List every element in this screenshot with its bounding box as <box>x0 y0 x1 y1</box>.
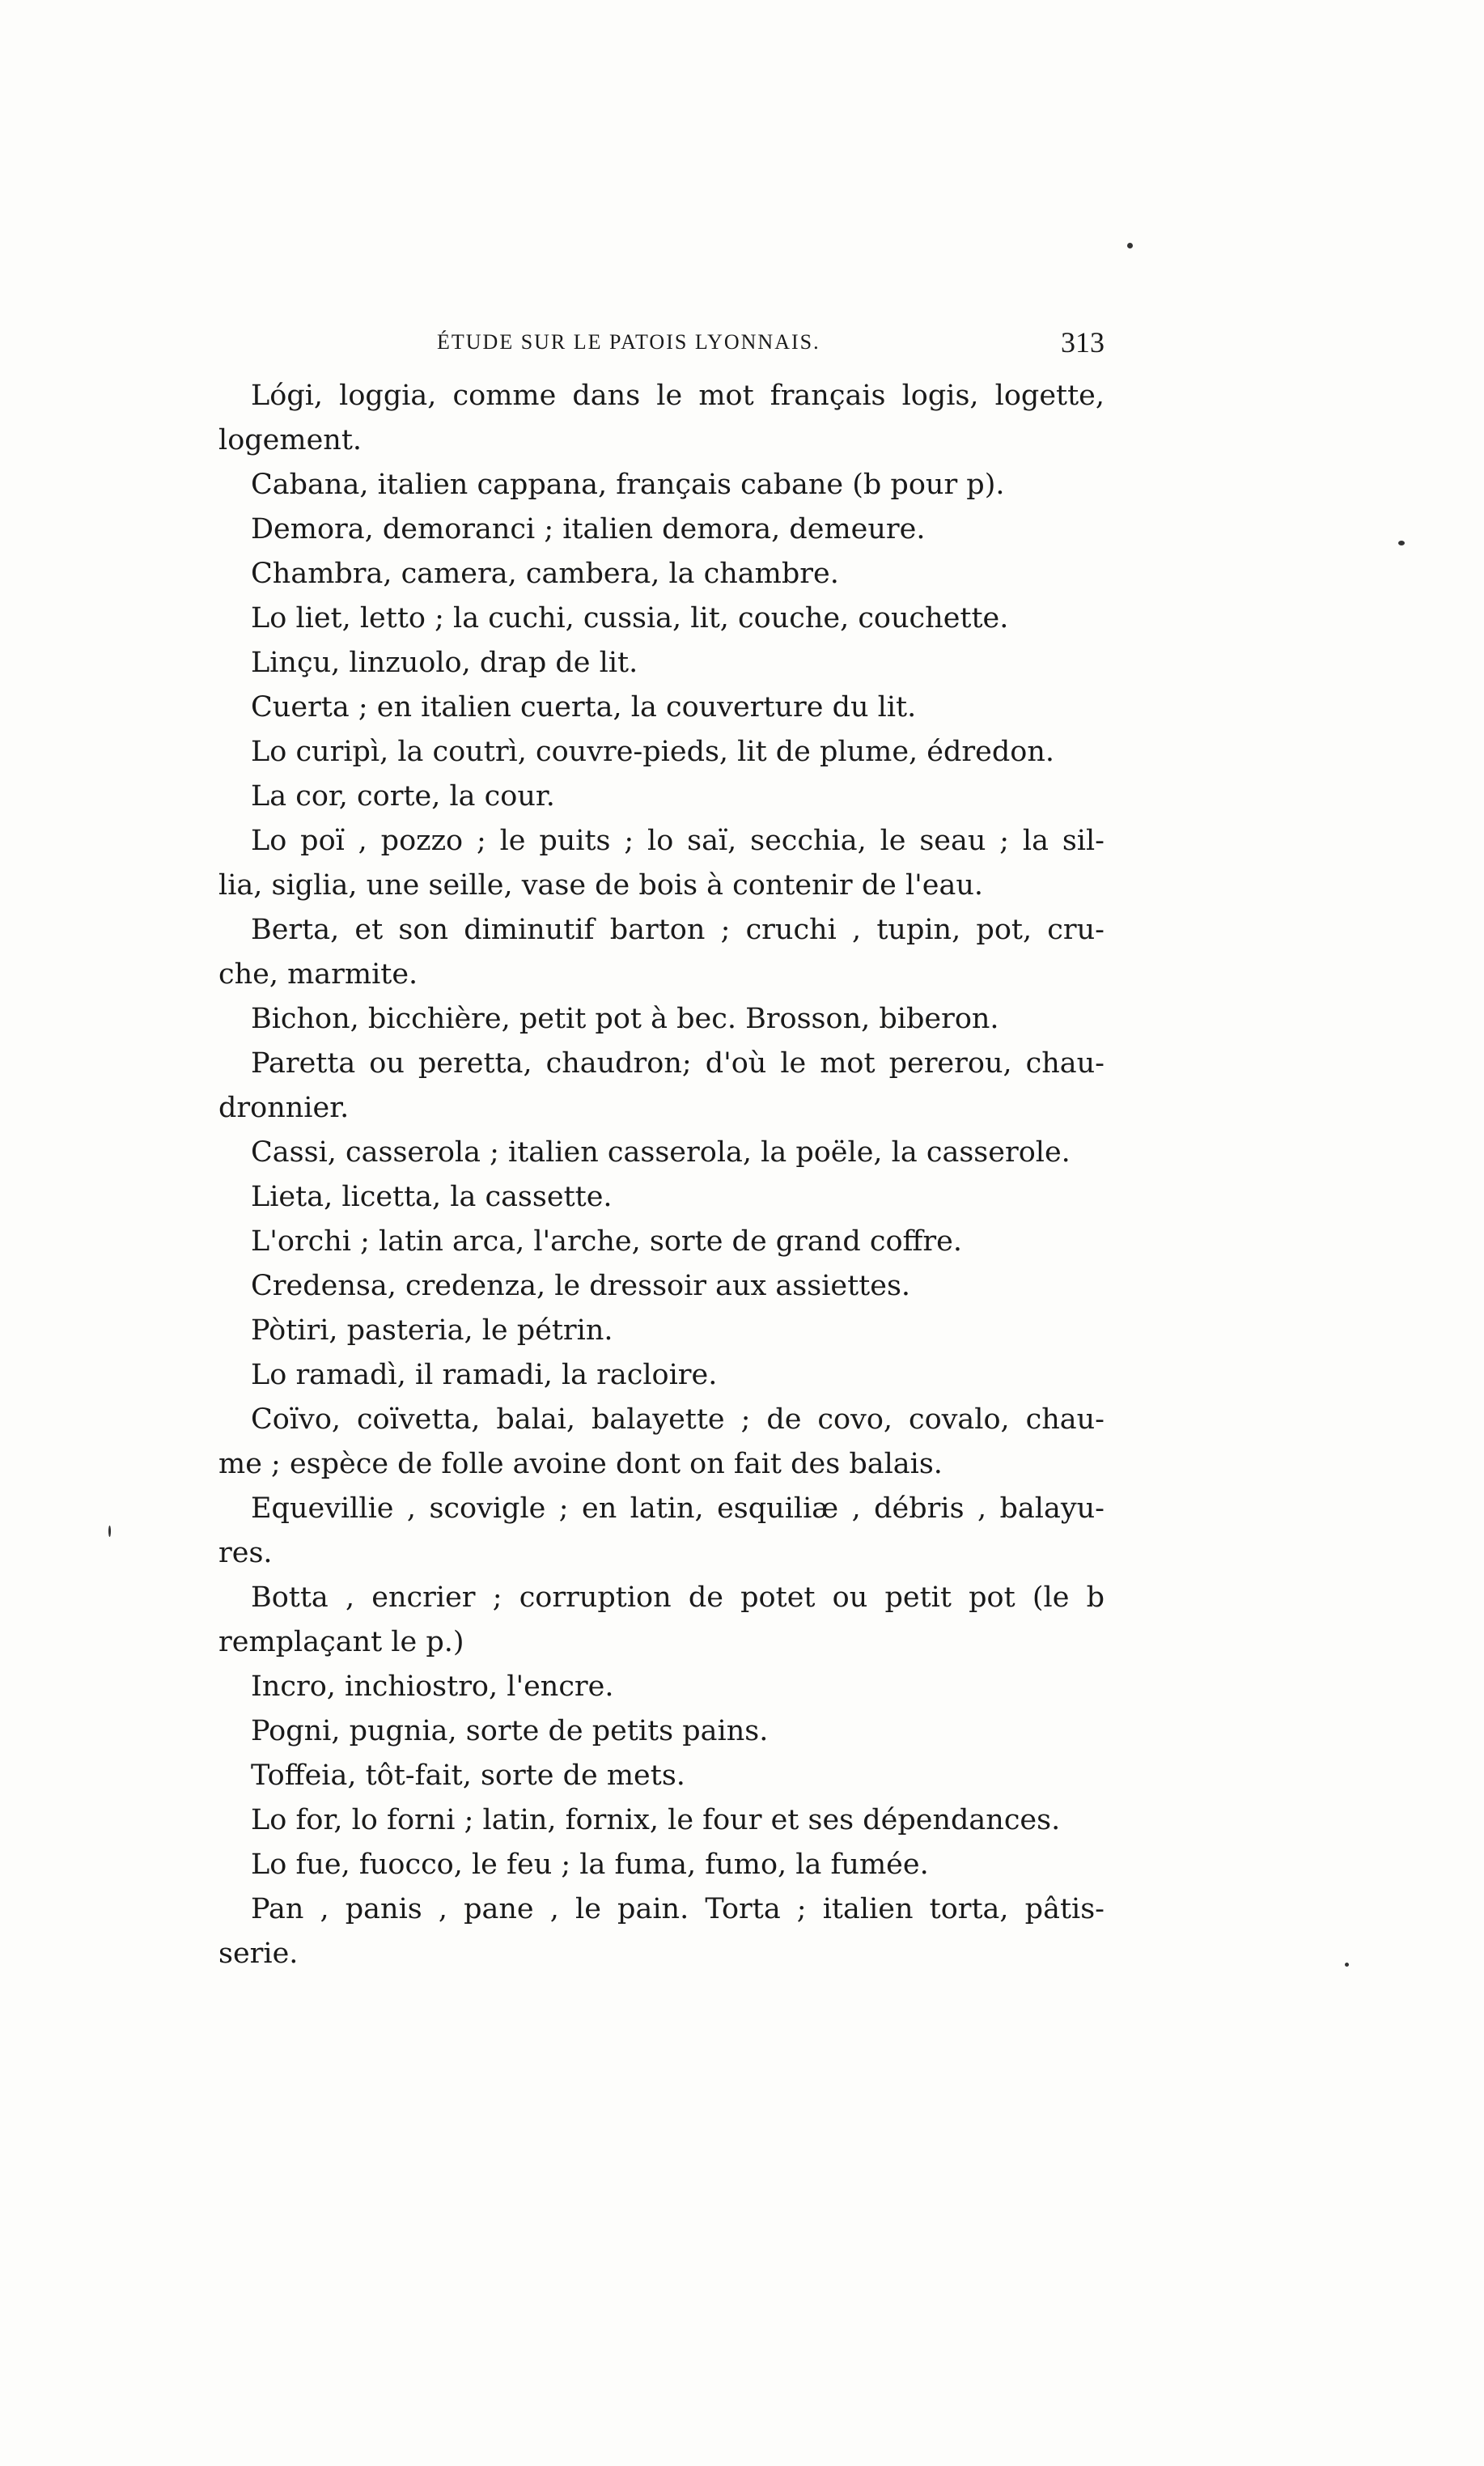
text-line: Pan , panis , pane , le pain. Torta ; italien torta, pâtis- <box>251 1893 1105 1925</box>
text-line: me ; espèce de folle avoine dont on fait des balais. <box>218 1448 943 1480</box>
text-line: Equevillie , scovigle ; en latin, esquiliæ , débris , balayu- <box>251 1492 1105 1525</box>
text-line: Lo poï , pozzo ; le puits ; lo saï, secchia, le seau ; la sil- <box>251 825 1105 857</box>
text-line: Credensa, credenza, le dressoir aux assiettes. <box>251 1270 911 1302</box>
text-line: Bichon, bicchière, petit pot à bec. Brosson, biberon. <box>251 1003 999 1035</box>
text-line: Lo fue, fuocco, le feu ; la fuma, fumo, la fumée. <box>251 1848 929 1881</box>
text-line: res. <box>218 1537 273 1569</box>
text-line: Cuerta ; en italien cuerta, la couverture du lit. <box>251 691 917 724</box>
text-line: Cassi, casserola ; italien casserola, la poële, la casserole. <box>251 1136 1071 1169</box>
text-line: Cabana, italien cappana, français cabane (b pour p). <box>251 469 1005 501</box>
text-line: Chambra, camera, cambera, la chambre. <box>251 558 839 590</box>
text-line: Lógi, loggia, comme dans le mot français logis, logette, <box>251 380 1105 412</box>
scan-speck <box>108 1526 111 1537</box>
text-line: L'orchi ; latin arca, l'arche, sorte de grand coffre. <box>251 1225 962 1258</box>
page-number: 313 <box>1061 326 1105 359</box>
scan-speck <box>1345 1963 1349 1967</box>
scan-speck <box>1127 243 1133 248</box>
body-text <box>218 374 1105 1976</box>
text-line: serie. <box>218 1938 299 1970</box>
text-line: Pòtiri, pasteria, le pétrin. <box>251 1314 613 1347</box>
text-line: che, marmite. <box>218 958 418 991</box>
text-line: Botta , encrier ; corruption de potet ou petit pot (le b <box>251 1581 1105 1614</box>
text-line: Linçu, linzuolo, drap de lit. <box>251 647 638 679</box>
text-line: Demora, demoranci ; italien demora, demeure. <box>251 513 926 545</box>
text-line: Lieta, licetta, la cassette. <box>251 1181 613 1213</box>
text-line: Paretta ou peretta, chaudron; d'où le mot pererou, chau- <box>251 1047 1105 1080</box>
running-title: ÉTUDE SUR LE PATOIS LYONNAIS. <box>437 330 820 354</box>
text-line: Lo liet, letto ; la cuchi, cussia, lit, couche, couchette. <box>251 602 1009 635</box>
text-line: Berta, et son diminutif barton ; cruchi , tupin, pot, cru- <box>251 914 1105 946</box>
text-line: Lo for, lo forni ; latin, fornix, le four et ses dépendances. <box>251 1804 1061 1836</box>
text-line: Coïvo, coïvetta, balai, balayette ; de covo, covalo, chau- <box>251 1403 1105 1436</box>
text-line: lia, siglia, une seille, vase de bois à contenir de l'eau. <box>218 869 984 902</box>
scan-speck <box>1398 541 1405 545</box>
text-line: Toffeia, tôt-fait, sorte de mets. <box>251 1759 685 1792</box>
page-header <box>218 325 1105 364</box>
text-line: Pogni, pugnia, sorte de petits pains. <box>251 1715 769 1747</box>
text-line: remplaçant le p.) <box>218 1626 464 1658</box>
text-line: logement. <box>218 424 363 456</box>
text-line: dronnier. <box>218 1092 350 1124</box>
text-line: La cor, corte, la cour. <box>251 780 555 813</box>
text-line: Lo ramadì, il ramadi, la racloire. <box>251 1359 718 1391</box>
text-line: Lo curipì, la coutrì, couvre-pieds, lit de plume, édredon. <box>251 736 1055 768</box>
text-line: Incro, inchiostro, l'encre. <box>251 1670 614 1703</box>
